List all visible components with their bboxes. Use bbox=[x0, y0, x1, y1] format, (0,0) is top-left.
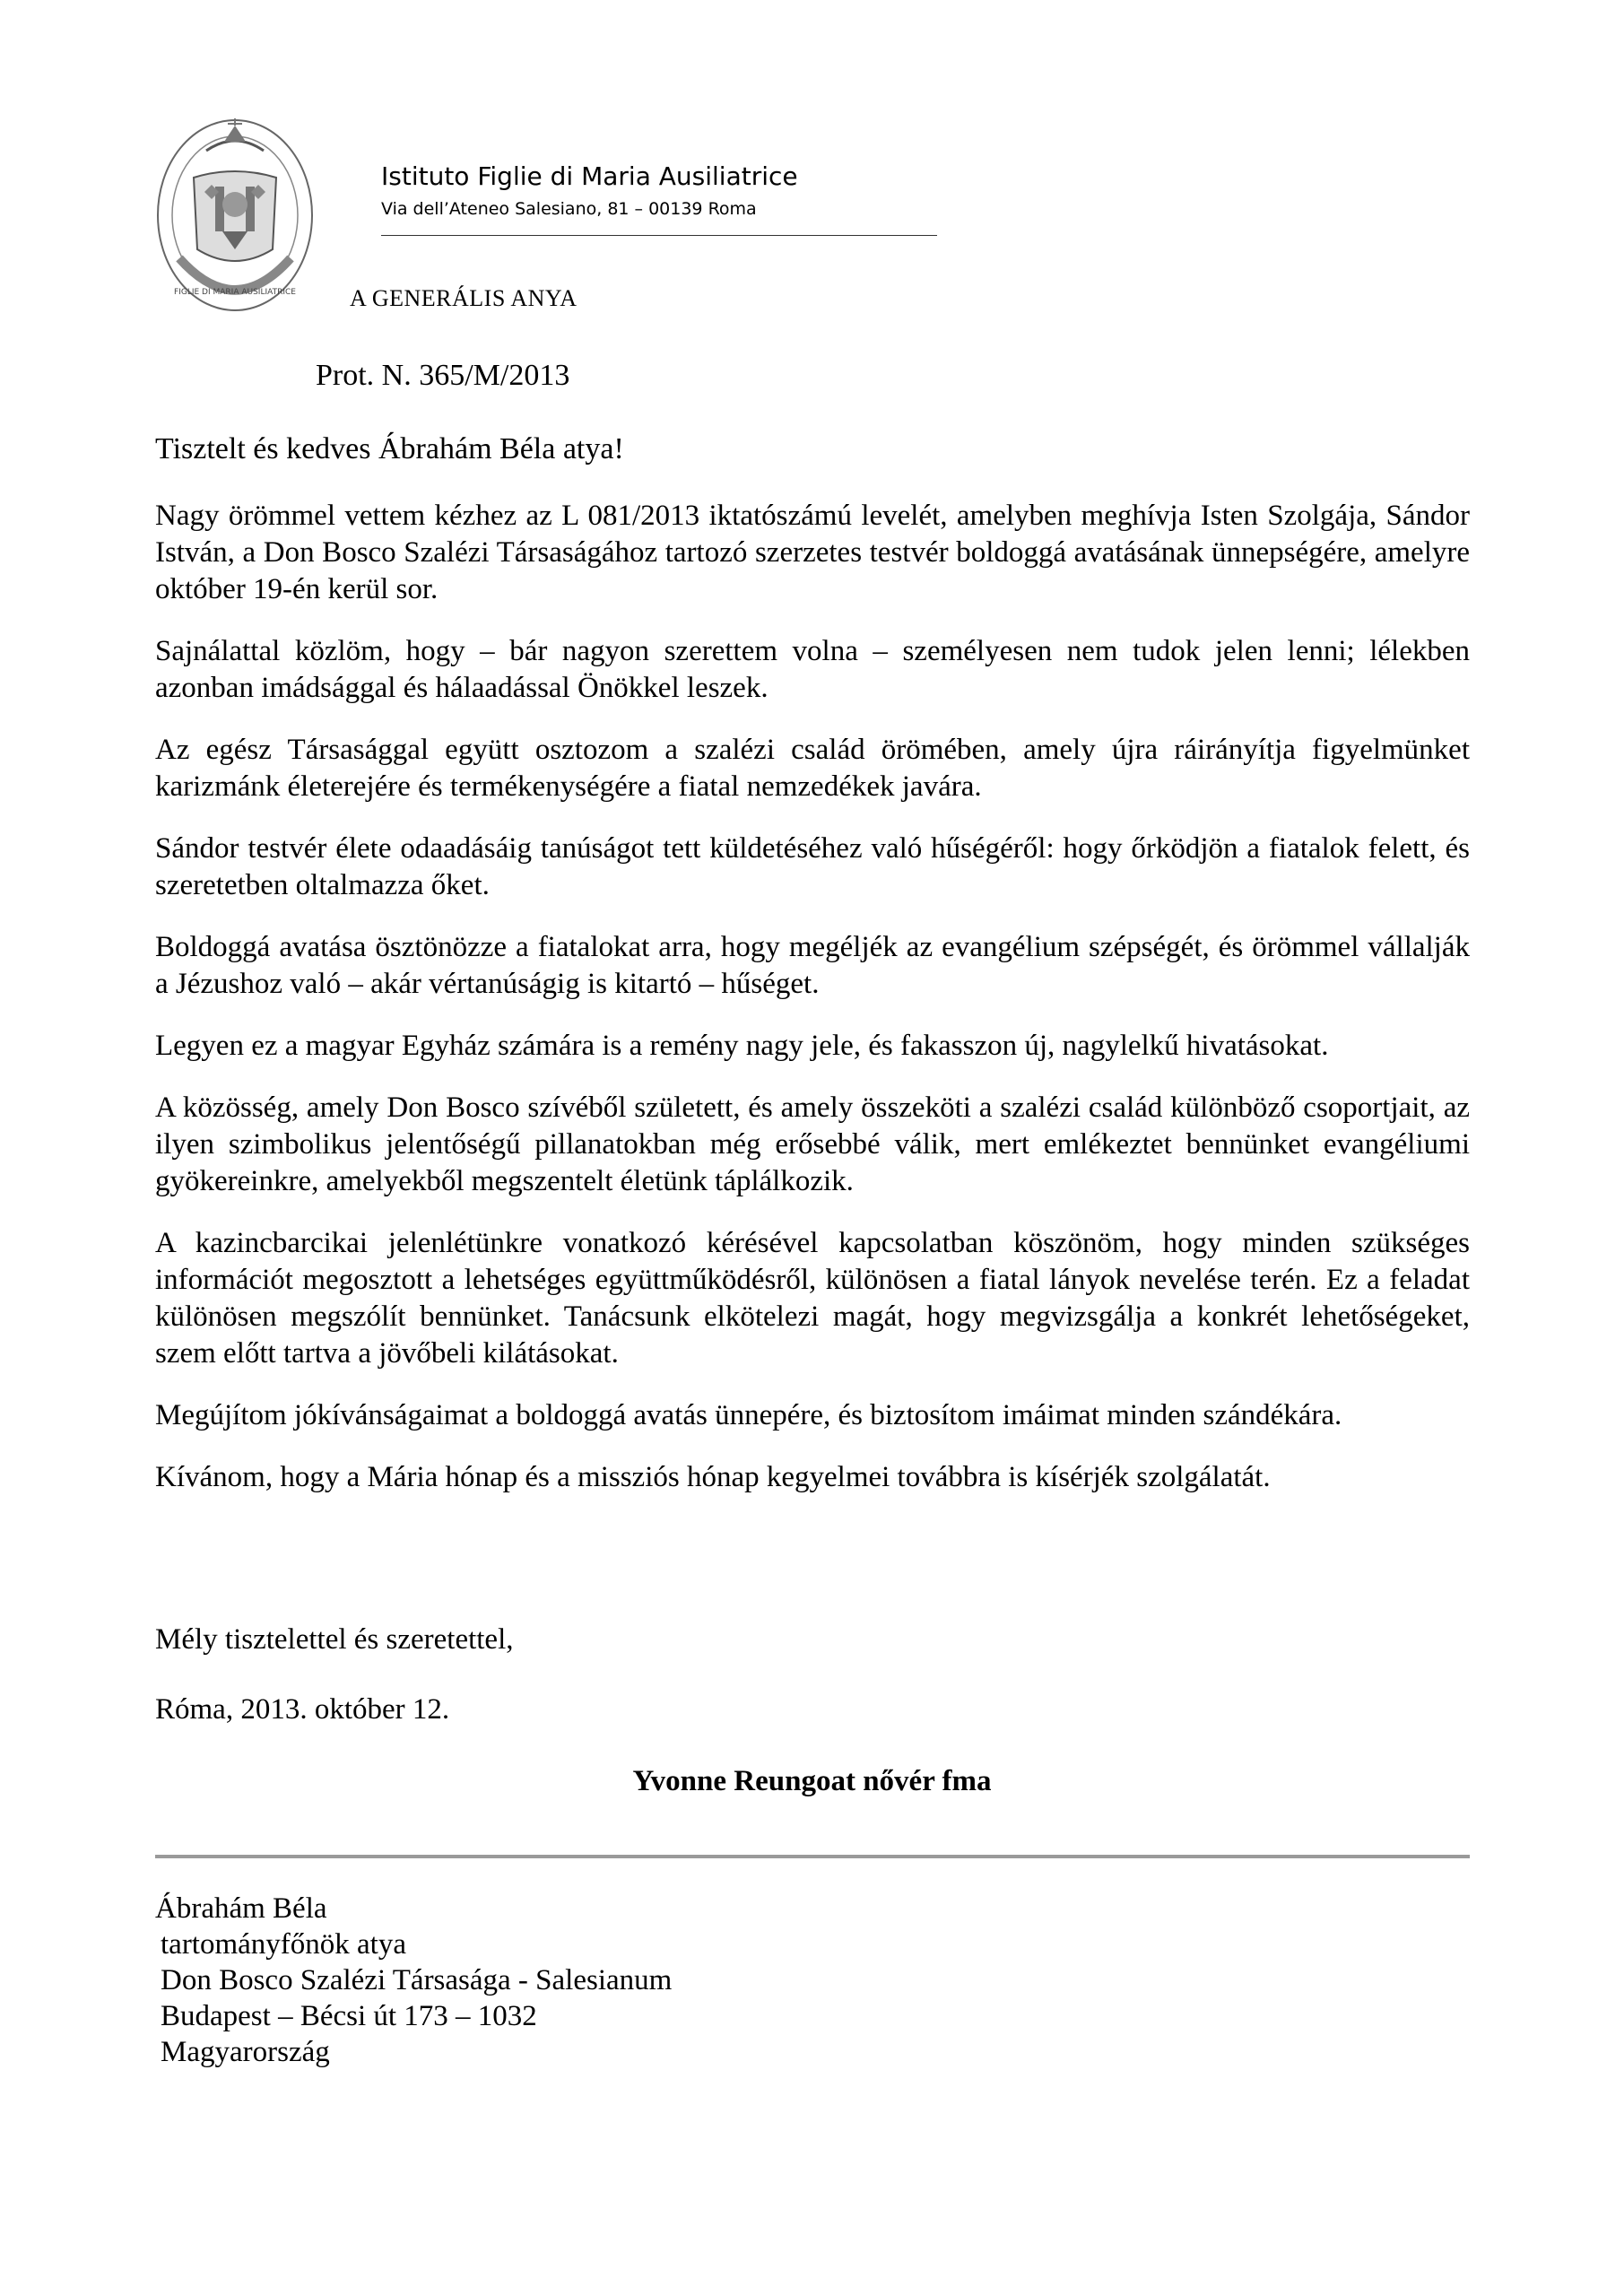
recipient-name: Ábrahám Béla bbox=[155, 1892, 327, 1925]
sender-title: A GENERÁLIS ANYA bbox=[350, 285, 578, 311]
body-paragraph: A kazincbarcikai jelenlétünkre vonatkozó kérésével kapcsolatban köszönöm, hogy minden szükséges információt megosztott a lehetséges együttműködésről, különösen a fiatal lányok nevelése terén. Ez a feladat különösen megszólít bennünket. Tanácsunk elkötelezi magát, hogy megvizsgálja a konkrét lehetőségeket, szem előtt tartva a jövőbeli kilátásokat. bbox=[155, 1227, 1470, 1370]
body-paragraph: Az egész Társasággal együtt osztozom a szalézi család örömében, amely újra ráirányítja figyelmünket karizmánk életerejére és termékenységére a fiatal nemzedékek javára. bbox=[155, 734, 1470, 803]
recipient-country: Magyarország bbox=[161, 2036, 330, 2068]
letterhead bbox=[381, 161, 937, 236]
institute-name: Istituto Figlie di Maria Ausiliatrice bbox=[381, 161, 798, 191]
signature-name: Yvonne Reungoat nővér fma bbox=[632, 1765, 992, 1797]
body-paragraph: Nagy örömmel vettem kézhez az L 081/2013 iktatószámú levelét, amelyben meghívja Isten Szolgája, Sándor István, a Don Bosco Szalézi Társaságához tartozó szerzetes testvér boldoggá avatásának ünnepségére, amelyre október 19-én kerül sor. bbox=[155, 500, 1470, 605]
recipient-address: Budapest – Bécsi út 173 – 1032 bbox=[161, 2000, 537, 2032]
place-date: Róma, 2013. október 12. bbox=[155, 1693, 450, 1726]
letter-body bbox=[155, 498, 1470, 1521]
body-paragraph: A közösség, amely Don Bosco szívéből született, és amely összeköti a szalézi család különböző csoportjait, az ilyen szimbolikus jelentőségű pillanatokban még erősebbé válik, mert emlékeztet bennünket evangéliumi gyökereinkre, amelyekből megszentelt életünk táplálkozik. bbox=[155, 1091, 1470, 1197]
protocol-number: Prot. N. 365/M/2013 bbox=[316, 359, 570, 392]
body-paragraph: Sajnálattal közlöm, hogy – bár nagyon szerettem volna – személyesen nem tudok jelen lenni; lélekben azonban imádsággal és hálaadással Önökkel leszek. bbox=[155, 635, 1470, 704]
letterhead-rule bbox=[381, 235, 937, 236]
separator-rule bbox=[155, 1855, 1470, 1858]
institute-address: Via dell’Ateneo Salesiano, 81 – 00139 Roma bbox=[381, 199, 757, 219]
closing-line: Mély tisztelettel és szeretettel, bbox=[155, 1623, 514, 1656]
salutation: Tisztelt és kedves Ábrahám Béla atya! bbox=[155, 432, 624, 465]
recipient-organization: Don Bosco Szalézi Társasága - Salesianum bbox=[161, 1964, 673, 1996]
seal-text: FIGLIE DI MARIA AUSILIATRICE bbox=[174, 288, 296, 297]
body-paragraph: Kívánom, hogy a Mária hónap és a missziós hónap kegyelmei továbbra is kísérjék szolgálatát. bbox=[155, 1461, 1271, 1493]
recipient-title: tartományfőnök atya bbox=[161, 1928, 406, 1961]
body-paragraph: Sándor testvér élete odaadásáig tanúságot tett küldetéséhez való hűségéről: hogy őrködjön a fiatalok felett, és szeretetben oltalmazza őket. bbox=[155, 832, 1470, 901]
institute-seal-logo bbox=[152, 115, 317, 316]
body-paragraph: Megújítom jókívánságaimat a boldoggá avatás ünnepére, és biztosítom imáimat minden szándékára. bbox=[155, 1399, 1342, 1431]
body-paragraph: Legyen ez a magyar Egyház számára is a remény nagy jele, és fakasszon új, nagylelkű hivatásokat. bbox=[155, 1030, 1329, 1062]
body-paragraph: Boldoggá avatása ösztönözze a fiatalokat arra, hogy megéljék az evangélium szépségét, és örömmel vállalják a Jézushoz való – akár vértanúságig is kitartó – hűséget. bbox=[155, 931, 1470, 1000]
recipient-block bbox=[155, 1891, 672, 2070]
